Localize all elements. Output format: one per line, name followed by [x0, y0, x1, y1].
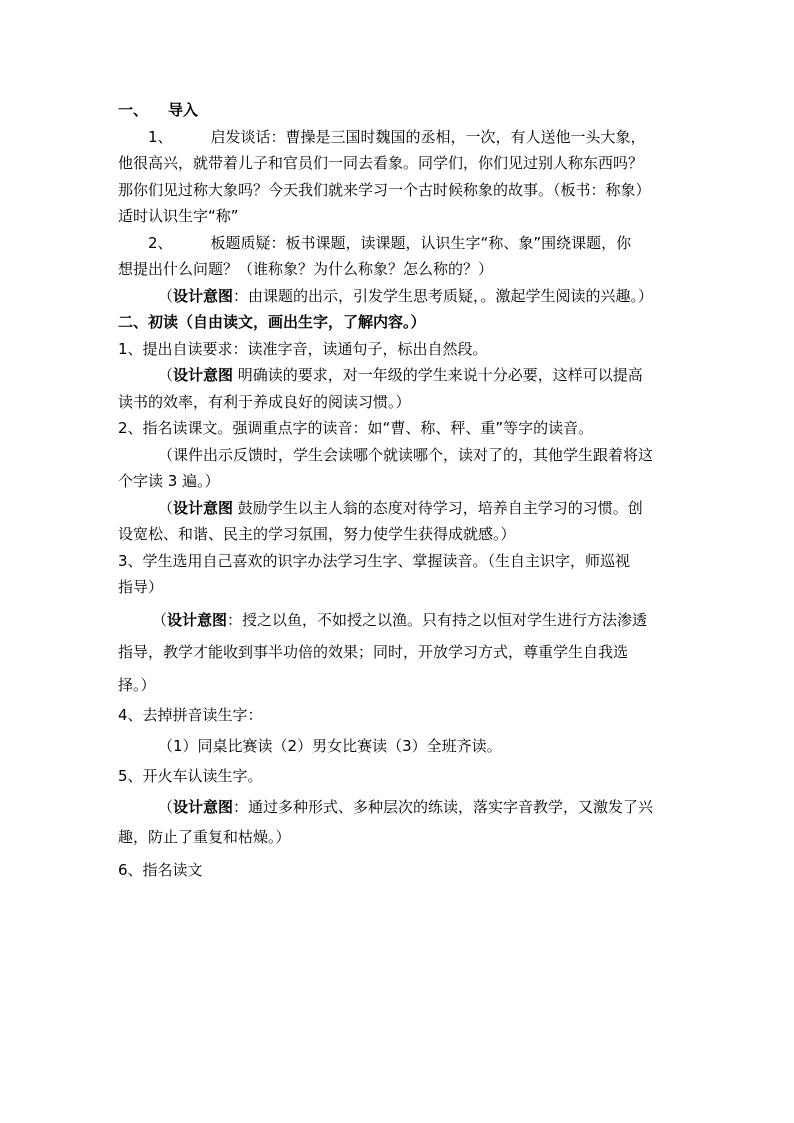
reading-item-5: 5、开火车认读生字。	[118, 767, 263, 785]
intro-item-1-line-3: 那你们见过称大象吗？今天我们就来学习一个古时候称象的故事。（板书：称象）	[118, 180, 651, 199]
intro-item-1-line-2: 他很高兴，就带着儿子和官员们一同去看象。同学们，你们见过别人称东西吗？	[118, 154, 644, 172]
design-intent-label: 设计意图	[173, 797, 234, 816]
reading-item-2-note: （课件出示反馈时，学生会读哪个就读哪个，读对了的，其他学生跟着将这	[158, 445, 654, 464]
reading-item-2-intent: （设计意图 鼓励学生以主人翁的态度对待学习，培养自主学习的习惯。创	[158, 498, 643, 517]
intro-design-intent-text: ：由课题的出示，引发学生思考质疑，。激起学生阅读的兴趣。）	[233, 286, 654, 305]
reading-item-2: 2、指名读课文。强调重点字的读音：如“曹、称、秤、重”等字的读音。	[118, 419, 594, 437]
section-1-title: 导入	[168, 101, 199, 119]
reading-item-4: 4、去掉拼音读生字：	[118, 706, 263, 724]
intro-item-2-number: 2、	[148, 233, 173, 252]
reading-item-5-intent-line-2: 趣，防止了重复和枯燥。）	[118, 828, 291, 846]
section-1-number: 一、	[118, 101, 149, 119]
design-intent-label: 设计意图	[173, 366, 234, 384]
reading-item-4-sub: （1）同桌比赛读（2）男女比赛读（3）全班齐读。	[158, 736, 502, 755]
design-intent-label: 设计意图	[173, 286, 234, 305]
reading-item-2-note-line-2: 个字读 3 遍。）	[118, 472, 220, 490]
reading-item-5-intent: （设计意图：通过多种形式、多种层次的练读，落实字音教学，又激发了兴	[158, 797, 654, 816]
reading-item-1-intent: （设计意图 明确读的要求，对一年级的学生来说十分必要，这样可以提高	[158, 366, 643, 384]
intro-item-1-line-1: 启发谈话：曹操是三国时魏国的丞相，一次，有人送他一头大象，	[210, 127, 646, 146]
intro-item-1-line-4: 适时认识生字“称”	[118, 207, 239, 225]
intro-item-2-line-2: 想提出什么问题？（谁称象？为什么称象？怎么称的？）	[118, 260, 494, 278]
lesson-plan-document	[118, 97, 678, 883]
section-2-heading: 二、初读（自由读文，画出生字，了解内容。）	[118, 313, 426, 331]
intro-item-2	[118, 230, 678, 257]
intro-item-1	[118, 124, 678, 151]
intro-design-intent: （设计意图：由课题的出示，引发学生思考质疑，。激起学生阅读的兴趣。）	[158, 286, 654, 305]
reading-item-1-intent-line-2: 读书的效率，有利于养成良好的阅读习惯。）	[118, 392, 411, 411]
design-intent-label: 设计意图	[173, 498, 234, 517]
reading-item-3-intent-line-3: 择。）	[118, 675, 156, 694]
reading-item-3: 3、学生选用自己喜欢的识字办法学习生字、掌握读音。（生自主识字，师巡视	[118, 551, 631, 570]
reading-item-3-line-2: 指导）	[118, 578, 164, 596]
reading-item-6: 6、指名读文	[118, 860, 203, 879]
intro-item-1-number: 1、	[148, 127, 173, 146]
reading-item-2-intent-line-2: 设宽松、和谐、民主的学习氛围，努力使学生获得成就感。）	[118, 525, 516, 543]
reading-item-3-intent: （设计意图：授之以鱼，不如授之以渔。只有持之以恒对学生进行方法渗透	[152, 610, 648, 629]
section-1-heading	[118, 97, 678, 124]
reading-item-1: 1、提出自读要求：读准字音，读通句子，标出自然段。	[118, 339, 488, 358]
intro-item-2-line-1: 板题质疑：板书课题，读课题，认识生字“称、象”围绕课题，你	[210, 233, 632, 252]
reading-item-3-intent-line-2: 指导，教学才能收到事半功倍的效果；同时，开放学习方式，尊重学生自我选	[118, 643, 629, 661]
design-intent-label: 设计意图	[167, 610, 228, 629]
